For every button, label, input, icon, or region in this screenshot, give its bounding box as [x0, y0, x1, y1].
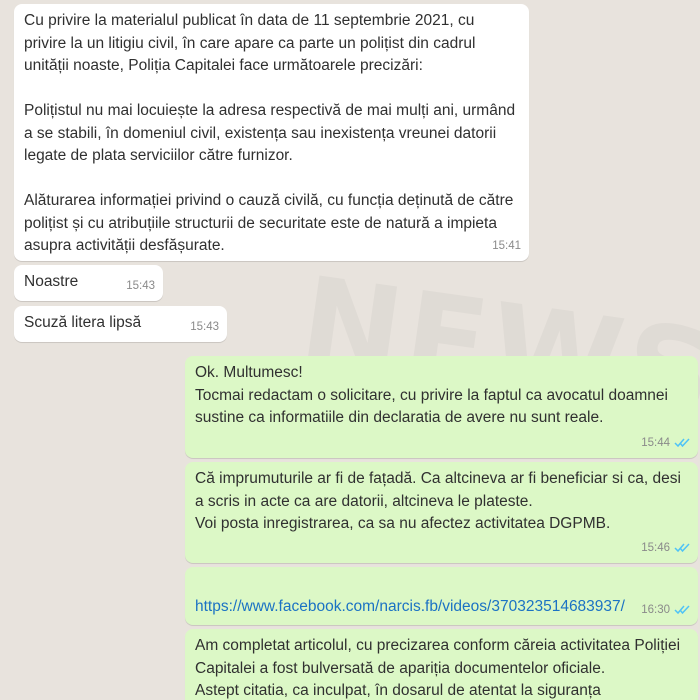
message-outgoing[interactable]: [185, 356, 698, 458]
double-check-icon: [674, 437, 690, 448]
message-incoming[interactable]: [14, 4, 529, 261]
double-check-icon: [674, 604, 690, 615]
message-link[interactable]: https://www.facebook.com/narcis.fb/videos/370323514683937/: [195, 597, 625, 615]
message-time: 15:44: [641, 436, 670, 449]
double-check-icon: [674, 542, 690, 553]
message-text: Am completat articolul, cu precizarea conform căreia activitatea Poliției Capitalei a fost bulversată de apariția documentelor oficiale. Astept citatia, ca inculpat, în dosarul de atentat la siguranța: [195, 637, 681, 699]
message-time: 15:43: [190, 320, 219, 333]
message-outgoing[interactable]: [185, 567, 698, 625]
message-time: 16:30: [641, 603, 670, 616]
message-time: 15:41: [492, 239, 521, 252]
message-text: Cu privire la materialul publicat în data de 11 septembrie 2021, cu privire la un litigiu civil, în care apare ca parte un polițist din cadrul unității noaste, Poliția Capitalei face următoarele precizări: Polițistul nu mai locuiește la adresa respectivă de mai mulți ani, urmând a se stabili, în domeniul civil, existența sau inexistența vreunei datorii legate de plata serviciilor către furnizor. Alăturarea informației privind o cauză civilă, cu funcția deținută de către polițist și cu atribuțiile structurii de securitate este de natură a impieta asupra activității desfășurate.: [24, 12, 516, 254]
message-incoming[interactable]: [14, 265, 163, 301]
message-incoming[interactable]: [14, 306, 227, 342]
message-text: Scuză litera lipsă: [24, 314, 142, 331]
message-time: 15:43: [126, 279, 155, 292]
message-text: Că imprumuturile ar fi de fațadă. Ca altcineva ar fi beneficiar si ca, desi a scris in acte ca are datorii, altcineva le plateste. Voi posta inregistrarea, ca sa nu afectez activitatea DGPMB.: [195, 470, 681, 532]
message-outgoing[interactable]: [185, 629, 698, 700]
message-time: 15:46: [641, 541, 670, 554]
message-text: Ok. Multumesc! Tocmai redactam o solicitare, cu privire la faptul ca avocatul doamnei sustine ca informatiile din declaratia de avere nu sunt reale.: [195, 364, 668, 426]
message-outgoing[interactable]: [185, 462, 698, 563]
message-text: Noastre: [24, 273, 79, 290]
